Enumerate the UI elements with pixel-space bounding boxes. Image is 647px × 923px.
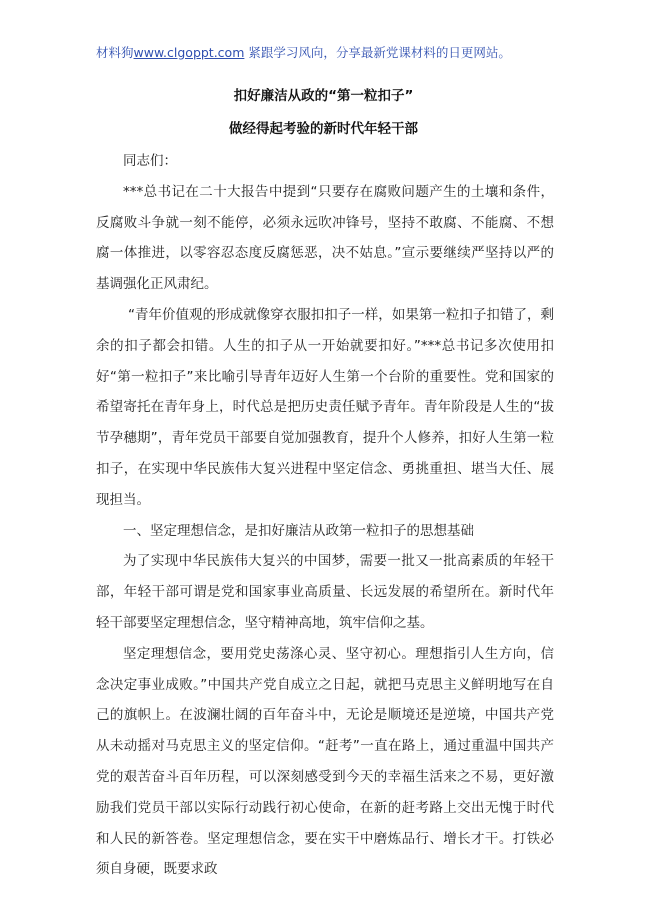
site-link[interactable]: www.clgoppt.com	[133, 45, 245, 60]
header-tagline: 紧跟学习风向，分享最新党课材料的日更网站。	[244, 45, 511, 60]
greeting: 同志们：	[123, 153, 177, 169]
section-heading: 一、坚定理想信念，是扣好廉洁从政第一粒扣子的思想基础	[123, 522, 474, 539]
site-header	[96, 44, 556, 62]
document-subtitle: 做经得起考验的新时代年轻干部	[229, 121, 418, 137]
paragraph: ***总书记在二十大报告中提到“只要存在腐败问题产生的土壤和条件，反腐败斗争就一刻不能停，必须永远吹冲锋号，坚持不敢腐、不能腐、不想腐一体推进，以零容忍态度反腐惩恶，决不姑息。”宣示要继续严坚持以严的基调强化正风肃纪。	[96, 183, 554, 293]
paragraph: “青年价值观的形成就像穿衣服扣扣子一样，如果第一粒扣子扣错了，剩余的扣子都会扣错。人生的扣子从一开始就要扣好。”***总书记多次使用扣好“第一粒扣子”来比喻引导青年迈好人生第一个台阶的重要性。党和国家的希望寄托在青年身上，时代总是把历史责任赋予青年。青年阶段是人生的“拔节孕穗期”，青年党员干部要自觉加强教育，提升个人修养，扣好人生第一粒扣子，在实现中华民族伟大复兴进程中坚定信念、勇挑重担、堪当大任、展现担当。	[96, 306, 554, 508]
document-title: 扣好廉洁从政的“第一粒扣子”	[233, 88, 414, 104]
paragraph: 为了实现中华民族伟大复兴的中国梦，需要一批又一批高素质的年轻干部，年轻干部可谓是党和国家事业高质量、长远发展的希望所在。新时代年轻干部要坚定理想信念，坚守精神高地，筑牢信仰之基。	[96, 553, 554, 631]
document-body	[96, 146, 554, 885]
paragraph: 坚定理想信念，要用党史荡涤心灵、坚守初心。理想指引人生方向，信念决定事业成败。”中国共产党自成立之日起，就把马克思主义鲜明地写在自己的旗帜上。在波澜壮阔的百年奋斗中，无论是顺境还是逆境，中国共产党从未动摇对马克思主义的坚定信仰。“赶考”一直在路上，通过重温中国共产党的艰苦奋斗百年历程，可以深刻感受到今天的幸福生活来之不易，更好激励我们党员干部以实际行动践行初心使命，在新的赶考路上交出无愧于时代和人民的新答卷。坚定理想信念，要在实干中磨炼品行、增长才干。打铁必须自身硬，既要求政	[96, 645, 554, 878]
header-prefix: 材料狗	[96, 45, 134, 60]
